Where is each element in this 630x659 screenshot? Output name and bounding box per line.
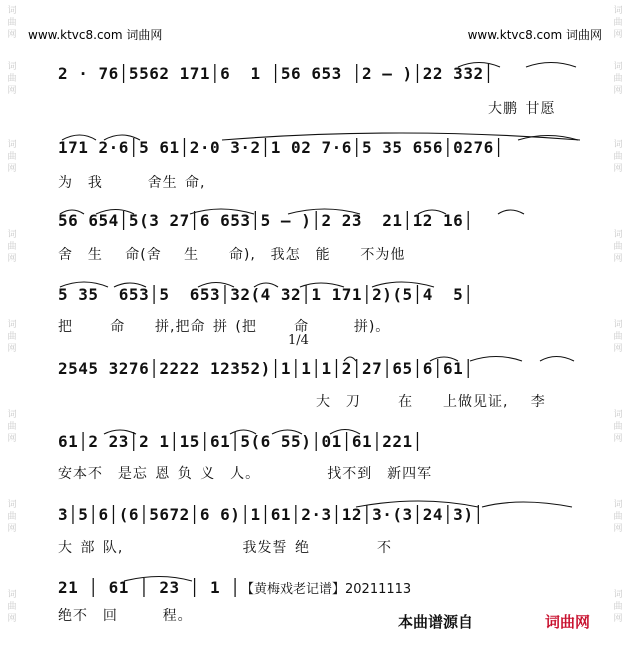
watermark-char: 词: [7, 230, 17, 240]
watermark-char: 曲: [613, 18, 623, 28]
watermark-char: 网: [613, 30, 623, 40]
watermark-char: 曲: [7, 152, 17, 162]
watermark-char: 网: [7, 86, 17, 96]
watermark-char: 曲: [7, 332, 17, 342]
watermark-char: 网: [7, 614, 17, 624]
watermark-char: 网: [613, 344, 623, 354]
watermark-char: 曲: [613, 152, 623, 162]
watermark-char: 曲: [613, 74, 623, 84]
watermark-char: 词: [613, 62, 623, 72]
watermark-char: 词: [7, 6, 17, 16]
watermark-char: 曲: [7, 18, 17, 28]
watermark-char: 词: [7, 62, 17, 72]
lyric-line-6: 安本不 是忘 恩 负 义 人。 找不到 新四军: [58, 466, 433, 482]
watermark-char: 网: [613, 254, 623, 264]
watermark-char: 词: [613, 410, 623, 420]
score-line-2: 171 2·6│5 61│2·0 3·2│1 02 7·6│5 35 656│0276│: [58, 138, 504, 157]
score-line-7: 3│5│6│(6│5672│6 6)│1│61│2·3│12│3·(3│24│3)│: [58, 505, 484, 524]
site-url-left[interactable]: www.ktvc8.com 词曲网: [28, 28, 163, 42]
score-line-1: 2 · 76│5562 171│6 1 │56 653 │2 – )│22 332│: [58, 64, 494, 83]
watermark-char: 词: [613, 320, 623, 330]
watermark-char: 曲: [613, 332, 623, 342]
watermark-char: 词: [613, 140, 623, 150]
source-site-link[interactable]: 词曲网: [545, 613, 591, 631]
lyric-line-5: 大 刀 在 上做见证, 李: [316, 394, 546, 410]
score-credit: 【黄梅戏老记谱】20211113: [241, 582, 412, 597]
watermark-char: 曲: [613, 422, 623, 432]
watermark-char: 词: [7, 590, 17, 600]
lyric-line-4: 把 命 拼,把命 拼 (把 命 拼)。: [58, 319, 391, 335]
watermark-char: 网: [613, 614, 623, 624]
score-line-8: 21 │ 61 │ 23 │ 1 │: [58, 578, 241, 597]
lyric-line-1: 大鹏 甘愿: [488, 101, 556, 117]
lyric-line-2: 为 我 舍生 命,: [58, 175, 206, 191]
site-url-right[interactable]: www.ktvc8.com 词曲网: [467, 28, 602, 42]
lyric-line-3: 舍 生 命(舍 生 命), 我怎 能 不为他: [58, 247, 406, 263]
watermark-char: 词: [7, 140, 17, 150]
lyric-line-8: 绝不 回 程。: [58, 608, 193, 624]
watermark-char: 网: [7, 254, 17, 264]
watermark-char: 词: [7, 410, 17, 420]
watermark-char: 曲: [613, 602, 623, 612]
watermark-char: 词: [613, 6, 623, 16]
watermark-char: 词: [613, 230, 623, 240]
score-line-3: 56 654│5(3 27│6 653│5 – )│2 23 21│12 16│: [58, 211, 474, 230]
page-number: 1/4: [288, 333, 309, 348]
watermark-char: 曲: [613, 512, 623, 522]
watermark-char: 网: [613, 86, 623, 96]
watermark-char: 词: [7, 500, 17, 510]
score-line-5: 2545 3276│2222 12352)│1│1│1│2│27│65│6│61│: [58, 359, 474, 378]
watermark-char: 曲: [7, 602, 17, 612]
watermark-char: 词: [613, 500, 623, 510]
watermark-char: 网: [613, 164, 623, 174]
lyric-line-7: 大 部 队, 我发誓 绝 不: [58, 540, 393, 556]
watermark-char: 网: [7, 434, 17, 444]
watermark-char: 曲: [7, 74, 17, 84]
watermark-char: 曲: [613, 242, 623, 252]
watermark-char: 网: [7, 524, 17, 534]
watermark-char: 网: [7, 344, 17, 354]
watermark-char: 网: [613, 434, 623, 444]
watermark-char: 词: [613, 590, 623, 600]
source-text: 本曲谱源自: [398, 613, 474, 631]
watermark-char: 曲: [7, 512, 17, 522]
score-line-6: 61│2 23│2 1│15│61│5(6 55)│01│61│221│: [58, 432, 423, 451]
watermark-char: 网: [7, 30, 17, 40]
watermark-char: 网: [613, 524, 623, 534]
score-line-4: 5 35 653│5 653│32(4 32│1 171│2)(5│4 5│: [58, 285, 474, 304]
watermark-char: 曲: [7, 422, 17, 432]
watermark-char: 词: [7, 320, 17, 330]
watermark-char: 曲: [7, 242, 17, 252]
watermark-char: 网: [7, 164, 17, 174]
